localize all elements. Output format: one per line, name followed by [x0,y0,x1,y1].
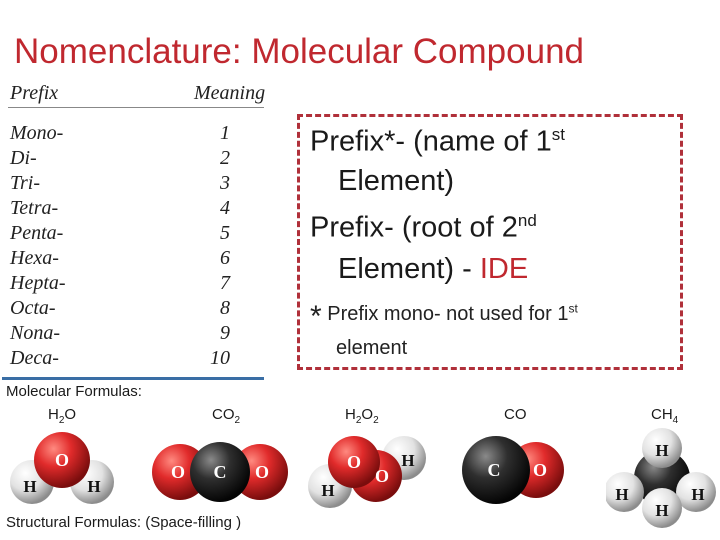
svg-text:O: O [532,460,548,480]
prefix-cell: Tetra- [10,197,59,219]
co-model [456,428,576,512]
table-row [8,322,264,347]
table-row [8,247,264,272]
svg-text:O: O [346,452,362,472]
svg-text:H: H [87,477,101,496]
meaning-cell: 4 [220,197,230,219]
table-bottom-rule [2,377,264,380]
prefix-cell: Mono- [10,122,64,144]
meaning-cell: 9 [220,322,230,344]
table-row [8,222,264,247]
table-row [8,172,264,197]
rule-line-3: Prefix- (root of 2nd [310,211,537,244]
prefix-header: Prefix [10,82,59,104]
table-rows [8,122,264,372]
prefix-cell: Hexa- [10,247,59,269]
prefix-cell: Hepta- [10,272,66,294]
prefix-cell: Octa- [10,297,56,319]
prefix-cell: Penta- [10,222,64,244]
rule-line-2: Element) [338,165,455,197]
formula-co: CO [504,406,527,423]
meaning-cell: 7 [220,272,230,294]
meaning-header: Meaning [194,82,266,104]
table-row [8,197,264,222]
svg-text:O: O [170,462,186,482]
structural-formulas-label: Structural Formulas: (Space-filling ) [6,514,242,531]
naming-rule-box [297,114,683,370]
table-row [8,297,264,322]
svg-text:H: H [691,485,705,504]
meaning-cell: 1 [220,122,230,144]
svg-text:C: C [213,462,227,482]
svg-text:H: H [615,485,629,504]
svg-text:H: H [23,477,37,496]
meaning-cell: 2 [220,147,230,169]
svg-text:H: H [401,451,415,470]
meaning-cell: 10 [210,347,230,369]
meaning-cell: 6 [220,247,230,269]
svg-text:O: O [54,450,70,470]
molecular-formulas-label: Molecular Formulas: [6,383,142,400]
svg-text:H: H [655,441,669,460]
formula-h2o2: $H_2O_2$ [345,406,379,426]
rule-line-4: Element) - IDE [338,253,529,285]
prefix-table [8,78,264,380]
table-divider [8,107,264,108]
rule-line-1: Prefix*- (name of 1st [310,125,565,158]
table-row [8,272,264,297]
formula-h2o: $H_2O$ [48,406,77,426]
page-title: Nomenclature: Molecular Compound [14,32,584,71]
ide-suffix: IDE [479,253,529,285]
meaning-cell: 5 [220,222,230,244]
h2o2-model [304,426,434,518]
svg-text:C: C [487,460,501,480]
meaning-cell: 3 [220,172,230,194]
formula-co2: $CO_2$ [212,406,241,426]
table-row [8,347,264,372]
svg-text:H: H [655,501,669,520]
mono-note: * Prefix mono- not used for 1st [310,300,578,333]
prefix-cell: Nona- [10,322,60,344]
prefix-cell: Di- [10,147,37,169]
ch4-model [606,428,718,528]
prefix-cell: Deca- [10,347,59,369]
co2-model [150,432,290,512]
svg-text:H: H [321,481,335,500]
svg-text:O: O [254,462,270,482]
mono-note-line2: element [336,337,408,359]
svg-text:O: O [374,466,390,486]
table-row [8,147,264,172]
meaning-cell: 8 [220,297,230,319]
formula-ch4: $CH_4$ [651,406,679,426]
h2o-model [6,430,116,516]
prefix-cell: Tri- [10,172,41,194]
table-row [8,122,264,147]
